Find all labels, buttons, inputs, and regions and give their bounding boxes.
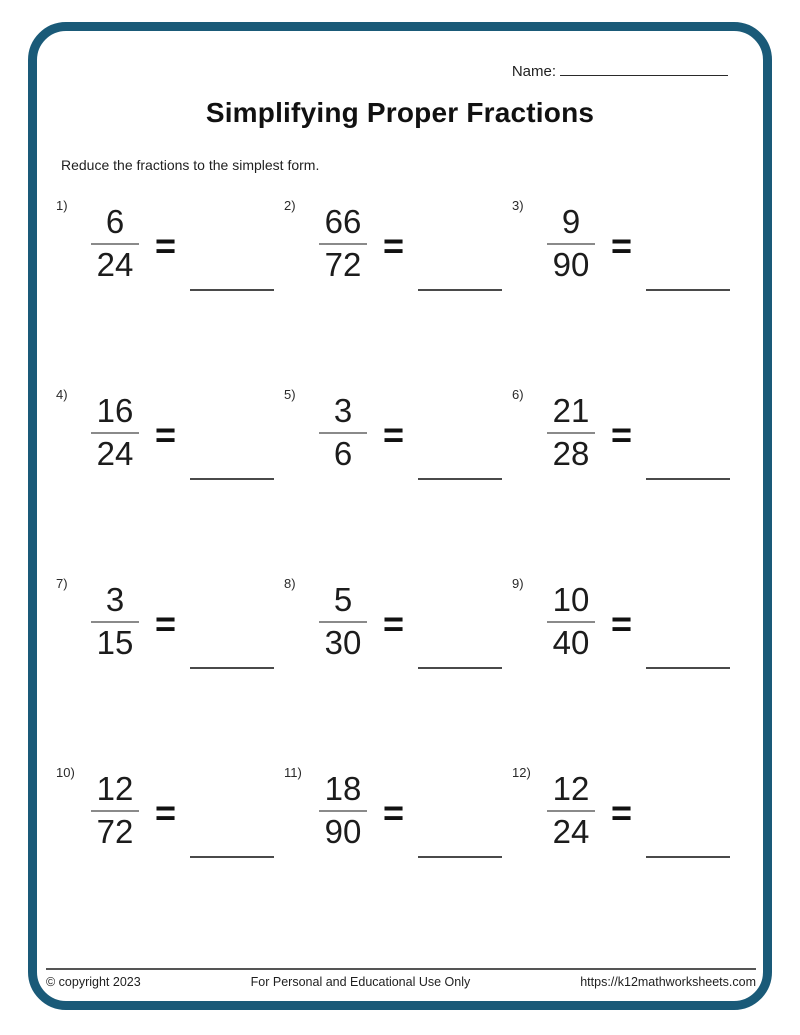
fraction <box>319 582 367 662</box>
fraction-numerator: 21 <box>552 392 590 429</box>
problem-cell <box>512 386 740 575</box>
problem-number: 4) <box>56 387 68 402</box>
equals-sign: = <box>383 603 405 644</box>
equals-sign: = <box>383 792 405 833</box>
fraction-bar <box>547 243 595 245</box>
answer-blank[interactable] <box>190 764 274 858</box>
footer-row <box>46 975 756 989</box>
answer-blank[interactable] <box>190 197 274 291</box>
problem-number: 5) <box>284 387 296 402</box>
answer-blank[interactable] <box>418 386 502 480</box>
fraction-denominator: 6 <box>333 434 353 472</box>
fraction <box>319 771 367 851</box>
fraction <box>547 204 595 284</box>
fraction-bar <box>547 810 595 812</box>
problem-number: 10) <box>56 765 75 780</box>
fraction-numerator: 9 <box>561 203 581 240</box>
answer-blank[interactable] <box>646 386 730 480</box>
fraction-bar <box>319 432 367 434</box>
fraction-numerator: 3 <box>333 392 353 429</box>
fraction-denominator: 24 <box>96 245 134 283</box>
fraction <box>547 393 595 473</box>
fraction-bar <box>91 243 139 245</box>
problem-number: 1) <box>56 198 68 213</box>
problem-cell <box>512 764 740 953</box>
footer-copyright: © copyright 2023 <box>46 975 141 989</box>
fraction-denominator: 24 <box>552 812 590 850</box>
footer-usage: For Personal and Educational Use Only <box>250 975 471 989</box>
fraction-denominator: 28 <box>552 434 590 472</box>
fraction-denominator: 24 <box>96 434 134 472</box>
fraction-denominator: 72 <box>324 245 362 283</box>
fraction-numerator: 18 <box>324 770 362 807</box>
equals-sign: = <box>611 225 633 266</box>
problem-cell <box>56 764 284 953</box>
problem-cell <box>56 197 284 386</box>
fraction <box>547 582 595 662</box>
fraction-bar <box>91 621 139 623</box>
fraction-bar <box>91 810 139 812</box>
fraction <box>547 771 595 851</box>
equals-sign: = <box>383 225 405 266</box>
problem-number: 7) <box>56 576 68 591</box>
fraction <box>91 582 139 662</box>
problem-cell <box>512 575 740 764</box>
fraction-numerator: 5 <box>333 581 353 618</box>
fraction <box>91 771 139 851</box>
fraction-numerator: 16 <box>96 392 134 429</box>
fraction <box>91 393 139 473</box>
footer <box>46 968 756 989</box>
equals-sign: = <box>611 792 633 833</box>
equals-sign: = <box>383 414 405 455</box>
answer-blank[interactable] <box>418 764 502 858</box>
footer-url: https://k12mathworksheets.com <box>580 975 756 989</box>
fraction-denominator: 90 <box>552 245 590 283</box>
name-row <box>512 61 728 80</box>
fraction-bar <box>547 432 595 434</box>
problem-number: 11) <box>284 765 302 780</box>
fraction-numerator: 3 <box>105 581 125 618</box>
answer-blank[interactable] <box>418 197 502 291</box>
fraction-bar <box>547 621 595 623</box>
answer-blank[interactable] <box>646 764 730 858</box>
problem-number: 3) <box>512 198 524 213</box>
footer-divider <box>46 968 756 970</box>
name-label: Name: <box>511 63 556 80</box>
fraction-numerator: 6 <box>105 203 125 240</box>
answer-blank[interactable] <box>190 386 274 480</box>
fraction-numerator: 66 <box>324 203 362 240</box>
equals-sign: = <box>155 792 177 833</box>
problems-grid <box>56 197 742 953</box>
problem-cell <box>284 386 512 575</box>
fraction-bar <box>91 432 139 434</box>
problem-cell <box>284 575 512 764</box>
fraction-numerator: 12 <box>96 770 134 807</box>
problem-cell <box>56 386 284 575</box>
fraction <box>91 204 139 284</box>
fraction-bar <box>319 621 367 623</box>
fraction <box>319 204 367 284</box>
problem-number: 12) <box>512 765 531 780</box>
answer-blank[interactable] <box>646 197 730 291</box>
problem-number: 6) <box>512 387 524 402</box>
fraction-denominator: 30 <box>324 623 362 661</box>
fraction-denominator: 90 <box>324 812 362 850</box>
fraction-denominator: 15 <box>96 623 134 661</box>
fraction-numerator: 12 <box>552 770 590 807</box>
problem-number: 8) <box>284 576 296 591</box>
fraction-denominator: 72 <box>96 812 134 850</box>
fraction-numerator: 10 <box>552 581 590 618</box>
answer-blank[interactable] <box>418 575 502 669</box>
problem-cell <box>512 197 740 386</box>
equals-sign: = <box>155 225 177 266</box>
fraction-denominator: 40 <box>552 623 590 661</box>
problem-cell <box>284 764 512 953</box>
problem-number: 9) <box>512 576 524 591</box>
fraction-bar <box>319 243 367 245</box>
answer-blank[interactable] <box>190 575 274 669</box>
equals-sign: = <box>155 414 177 455</box>
name-input-line[interactable] <box>560 61 728 76</box>
problem-cell <box>284 197 512 386</box>
page-title: Simplifying Proper Fractions <box>205 97 595 128</box>
instruction-text: Reduce the fractions to the simplest form. <box>61 157 320 173</box>
problem-number: 2) <box>284 198 296 213</box>
answer-blank[interactable] <box>646 575 730 669</box>
worksheet-page <box>28 22 772 1010</box>
equals-sign: = <box>155 603 177 644</box>
fraction <box>319 393 367 473</box>
fraction-bar <box>319 810 367 812</box>
problem-cell <box>56 575 284 764</box>
equals-sign: = <box>611 603 633 644</box>
equals-sign: = <box>611 414 633 455</box>
